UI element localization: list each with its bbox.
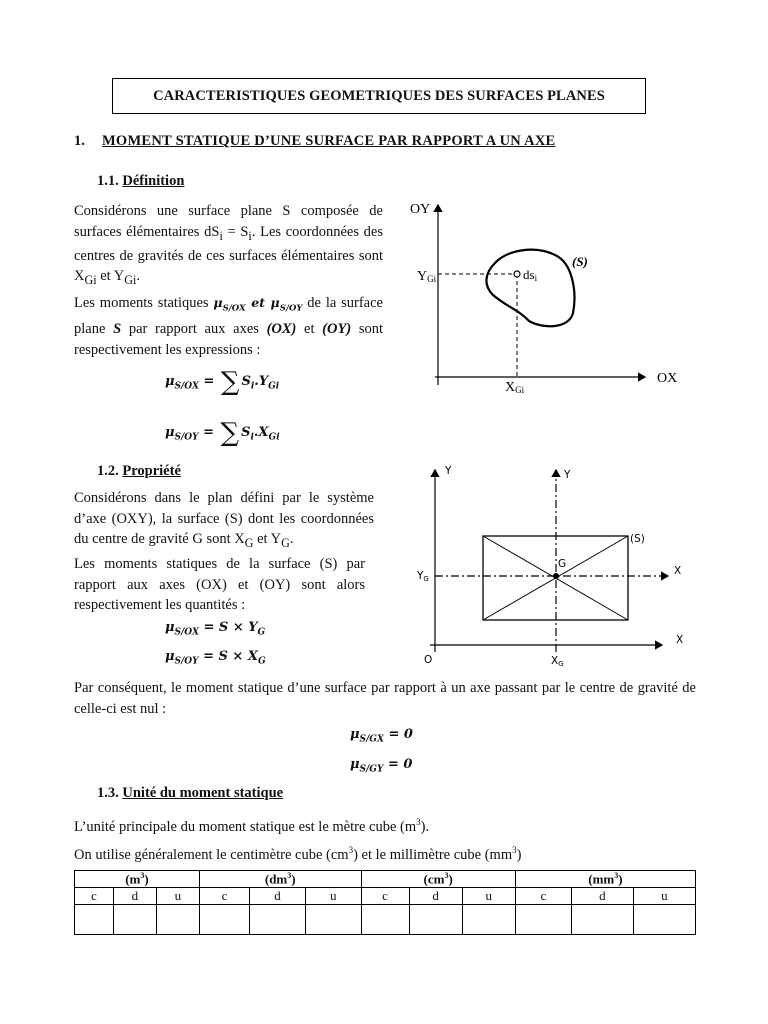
formula-moment-ox: $\mu_{S/OX}$ = ∑ $S_i.Y_{Gi}$ bbox=[165, 367, 280, 397]
formula-sxyg: $\mu_{S/OX} = S \times Y_G$ bbox=[165, 620, 266, 638]
y-gaxis-label: Y bbox=[564, 469, 571, 481]
xgi-label: XGi bbox=[505, 380, 525, 395]
empty-cell bbox=[462, 905, 515, 935]
digit-cell: c bbox=[515, 888, 571, 905]
surface-shape bbox=[486, 250, 574, 327]
digit-cell: d bbox=[571, 888, 633, 905]
definition-paragraph-2: Les moments statiques $\mu_{S/OX}$ et $\mu_{S/OY}$ de la surface plane S par rapport aux axes (OX) et (OY) sont respectivement les expressions : bbox=[74, 295, 384, 358]
oy-label: OY bbox=[410, 202, 431, 217]
subsection-1-2-number: 1.2. bbox=[97, 463, 119, 479]
origin-label: O bbox=[424, 654, 433, 666]
empty-cell bbox=[199, 905, 249, 935]
page-title: CARACTERISTIQUES GEOMETRIQUES DES SURFACES PLANES bbox=[112, 78, 646, 114]
empty-cell bbox=[633, 905, 695, 935]
unit-header-cm3: $(cm^3)$ bbox=[361, 871, 515, 888]
subsection-1-2-title: Propriété bbox=[122, 463, 181, 479]
unit-header-m3: $(m^3)$ bbox=[75, 871, 200, 888]
empty-cell bbox=[409, 905, 462, 935]
s-label: (S) bbox=[630, 533, 645, 545]
unit-header-mm3: $(mm^3)$ bbox=[515, 871, 695, 888]
unit-paragraph-1: L’unité principale du moment statique est le mètre cube $(m^3)$. bbox=[74, 817, 430, 835]
empty-cell bbox=[515, 905, 571, 935]
formula-sgx-zero: $\mu_{S/GX} = 0$ bbox=[350, 727, 413, 745]
digit-header-row bbox=[75, 888, 696, 905]
subsection-1-3-heading bbox=[97, 785, 283, 802]
formula-sxxg: $\mu_{S/OY} = S \times X_G$ bbox=[165, 649, 266, 667]
xg-label: XG bbox=[551, 655, 564, 668]
diagram-surface-axes bbox=[395, 195, 695, 405]
digit-cell: c bbox=[361, 888, 409, 905]
consequence-paragraph: Par conséquent, le moment statique d’une surface par rapport à un axe passant par le centre de gravité de celle-ci est nul : bbox=[74, 680, 696, 717]
digit-cell: c bbox=[199, 888, 249, 905]
unit-header-row bbox=[75, 871, 696, 888]
digit-cell: d bbox=[250, 888, 306, 905]
subsection-1-2-heading bbox=[97, 463, 181, 480]
unit-paragraph-2: On utilise généralement le centimètre cube $(cm^3)$ et le millimètre cube $(mm^3)$ bbox=[74, 845, 522, 863]
empty-cell bbox=[305, 905, 361, 935]
section-1-heading bbox=[74, 133, 555, 150]
subsection-1-1-number: 1.1. bbox=[97, 173, 119, 189]
ox-label: OX bbox=[657, 371, 678, 386]
subsection-1-1-title: Définition bbox=[122, 173, 185, 189]
dsi-label: dsi bbox=[523, 267, 538, 283]
subsection-1-3-title: Unité du moment statique bbox=[122, 785, 284, 801]
surface-label: (S) bbox=[572, 254, 588, 269]
section-1-number: 1. bbox=[74, 133, 85, 149]
digit-cell: c bbox=[75, 888, 114, 905]
dsi-point bbox=[514, 271, 520, 277]
digit-cell: u bbox=[156, 888, 199, 905]
property-paragraph-1: Considérons dans le plan défini par le système d’axe (OXY), la surface (S) dont les coordonnées du centre de gravité G sont $X_G$ et $Y_G$. bbox=[74, 490, 374, 550]
digit-cell: u bbox=[633, 888, 695, 905]
x-axis-label: X bbox=[676, 634, 684, 646]
empty-cell bbox=[250, 905, 306, 935]
property-paragraph-2: Les moments statiques de la surface (S) par rapport aux axes (OX) et (OY) sont alors respectivement les quantités : bbox=[74, 556, 365, 613]
g-label: G bbox=[558, 558, 567, 570]
centroid-point bbox=[553, 573, 559, 579]
ygi-label: YGi bbox=[417, 269, 437, 284]
empty-cell bbox=[361, 905, 409, 935]
y-axis-label: Y bbox=[445, 465, 452, 477]
subsection-1-1-heading bbox=[97, 173, 184, 190]
diagram-rectangle-centroid bbox=[400, 460, 700, 672]
unit-conversion-table bbox=[74, 870, 696, 935]
unit-header-dm3: $(dm^3)$ bbox=[199, 871, 361, 888]
definition-paragraph-1: Considérons une surface plane S composée de surfaces élémentaires $dS_i = S_i$. Les coordonnées des centres de gravités de ces surfaces élémentaires sont $X_{Gi}$ et $Y_{Gi}$. bbox=[74, 203, 383, 288]
digit-cell: d bbox=[113, 888, 156, 905]
formula-moment-oy: $\mu_{S/OY}$ = ∑ $S_i.X_{Gi}$ bbox=[165, 418, 280, 448]
section-1-title: MOMENT STATIQUE D’UNE SURFACE PAR RAPPORT A UN AXE bbox=[102, 133, 556, 149]
empty-cell bbox=[156, 905, 199, 935]
yg-label: YG bbox=[417, 570, 429, 583]
x-gaxis-label: X bbox=[674, 565, 682, 577]
digit-cell: u bbox=[462, 888, 515, 905]
formula-sgy-zero: $\mu_{S/GY} = 0$ bbox=[350, 757, 413, 775]
empty-cell bbox=[113, 905, 156, 935]
digit-cell: d bbox=[409, 888, 462, 905]
empty-cell bbox=[571, 905, 633, 935]
subsection-1-3-number: 1.3. bbox=[97, 785, 119, 801]
digit-cell: u bbox=[305, 888, 361, 905]
empty-row bbox=[75, 905, 696, 935]
empty-cell bbox=[75, 905, 114, 935]
